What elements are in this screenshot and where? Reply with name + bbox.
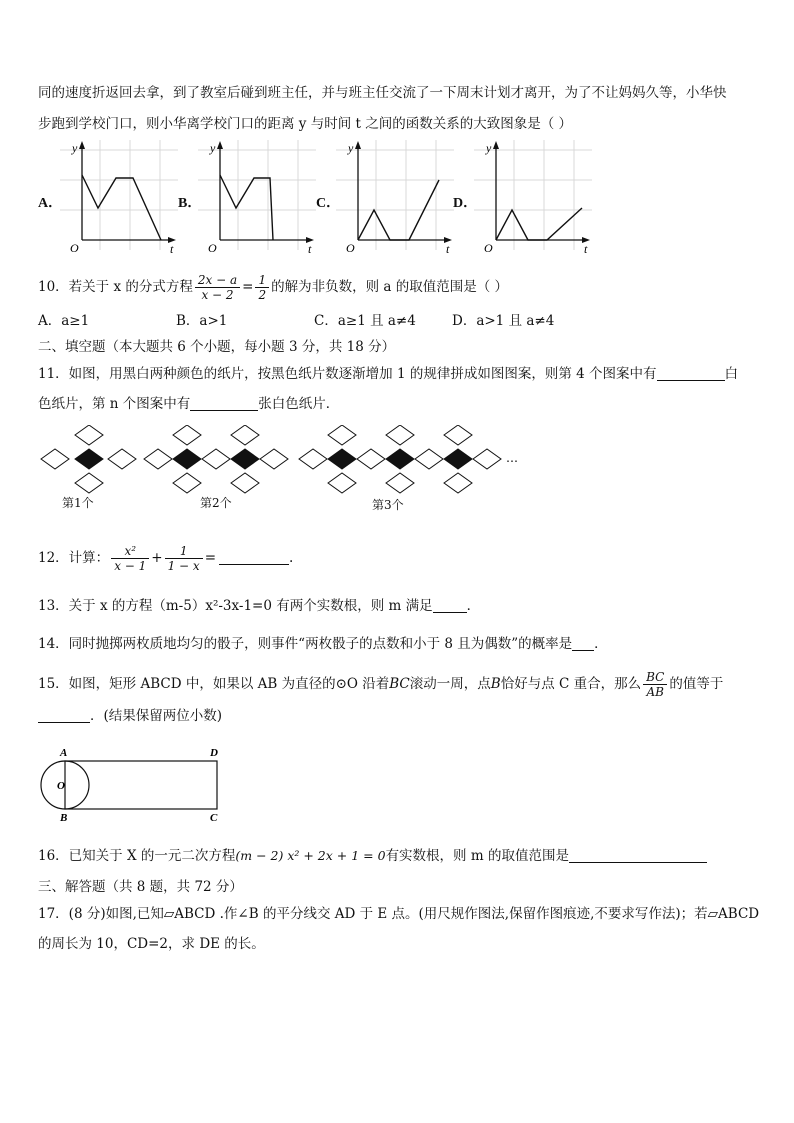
q12-blank (219, 550, 289, 565)
p1-white-top (75, 425, 103, 445)
q13 (38, 596, 480, 616)
q15-line2-post: ．(结果保留两位小数) (90, 708, 223, 724)
q14 (38, 634, 608, 654)
q15-bc: BC (389, 676, 410, 692)
graph-d (474, 140, 592, 258)
q16-blank (569, 848, 707, 863)
graph-a (60, 140, 178, 258)
graph-c-t-label: t (446, 242, 450, 256)
p1-white-bottom (75, 473, 103, 493)
q10-stem-pre: 10．若关于 x 的分式方程 (38, 279, 193, 295)
q11-line2 (38, 394, 339, 414)
graph-c-y-label: y (348, 141, 354, 155)
q9-line1: 同的速度折返回去拿，到了教室后碰到班主任，并与班主任交流了一下周末计划才离开，为了不让妈妈久等，小华快 (38, 85, 727, 101)
caption-pattern-3: 第3个 (372, 498, 404, 512)
p1-white-right (108, 449, 136, 469)
section-3-heading: 三、解答题（共 8 题，共 72 分） (38, 879, 243, 895)
q16-pre: 16．已知关于 X 的一元二次方程 (38, 848, 236, 864)
q12-post: . (289, 550, 294, 566)
q10-stem (38, 273, 508, 302)
graph-d-y-label: y (486, 141, 492, 155)
q13-post: ． (466, 598, 481, 614)
graph-d-origin: O (484, 241, 493, 255)
q10-rhs-denominator: 2 (258, 288, 267, 302)
q16-post: 有实数根，则 m 的取值范围是 (385, 848, 569, 864)
p1-white-left (41, 449, 69, 469)
q15-denominator: AB (646, 685, 664, 699)
q17-line2: 的周长为 10，CD=2，求 DE 的长。 (38, 936, 265, 952)
q11-line1 (38, 364, 738, 384)
q16-equation: (m − 2) x² + 2x + 1 = 0 (235, 848, 386, 863)
label-b: B (60, 812, 68, 824)
label-c: C (210, 812, 218, 824)
q12-f1-numerator: x² (111, 544, 149, 559)
pattern-ellipsis: … (506, 451, 518, 465)
q14-post: ． (594, 636, 608, 652)
q9-option-c-label: C． (316, 196, 341, 211)
q14-pre: 14．同时抛掷两枚质地均匀的骰子，则事件“两枚骰子的点数和小于 8 且为偶数”的概率是 (38, 636, 573, 652)
q10-option-c: C．a≥1 且 a≠4 (314, 313, 416, 329)
q11-line2-pre: 色纸片，第 n 个图案中有 (38, 396, 191, 412)
graph-a-y-label: y (72, 141, 78, 155)
p1-black-center (75, 449, 103, 469)
q10-option-a: A．a≥1 (38, 313, 90, 329)
q12-equals: = (204, 550, 216, 566)
q11-blank-1 (657, 366, 725, 381)
q10-denominator: x − 2 (201, 288, 234, 302)
graph-b (198, 140, 316, 258)
graph-c (336, 140, 454, 258)
q15-line1-pre: 15．如图，矩形 ABCD 中，如果以 AB 为直径的⊙O 沿着 (38, 676, 390, 692)
q15-line2 (38, 706, 222, 726)
q15-line1-mid: 滚动一周，点 (409, 676, 491, 692)
label-a: A (60, 747, 68, 759)
q12-plus: + (151, 550, 163, 566)
q12-f1-denominator: x − 1 (114, 559, 147, 573)
q15-line1 (38, 670, 723, 699)
q11-line1-pre: 11．如图，用黑白两种颜色的纸片，按黑色纸片数逐渐增加 1 的规律拼成如图图案，则第 4 个图案中有 (38, 366, 657, 382)
q15-fraction (643, 670, 667, 699)
graph-b-y-label: y (210, 141, 216, 155)
q10-rhs-numerator: 1 (255, 273, 269, 288)
q12 (38, 544, 293, 573)
q9-option-b-label: B． (178, 196, 202, 211)
label-d: D (210, 747, 218, 759)
q10-option-d: D．a>1 且 a≠4 (452, 313, 555, 329)
q15-line1-post: 的值等于 (669, 676, 724, 692)
q13-pre: 13．关于 x 的方程（m-5）x²-3x-1=0 有两个实数根，则 m 满足 (38, 598, 433, 614)
q15-b: B (490, 676, 501, 692)
q12-fraction-2 (165, 544, 203, 573)
q12-pre: 12．计算： (38, 550, 110, 566)
caption-pattern-2: 第2个 (200, 496, 232, 510)
rectangle-circle-figure (40, 744, 240, 824)
q12-f2-denominator: 1 − x (167, 559, 200, 573)
q11-blank-2 (190, 396, 258, 411)
q11-line2-post: 张白色纸片． (258, 396, 340, 412)
q10-numerator: 2x − a (195, 273, 240, 288)
q10-equals: = (242, 279, 254, 295)
graph-b-t-label: t (308, 242, 312, 256)
q10-option-b: B．a>1 (176, 313, 228, 329)
q9-option-d-label: D． (453, 196, 478, 211)
q12-fraction-1 (111, 544, 149, 573)
q13-blank (433, 598, 467, 613)
q16 (38, 846, 707, 866)
label-o: O (57, 780, 65, 792)
q9-option-a-label: A． (38, 196, 63, 211)
q12-f2-numerator: 1 (165, 544, 203, 559)
caption-pattern-1: 第1个 (62, 496, 94, 510)
graph-a-t-label: t (170, 242, 174, 256)
q9-line2: 步跑到学校门口，则小华离学校门口的距离 y 与时间 t 之间的函数关系的大致图象是（ ） (38, 116, 573, 132)
graph-c-origin: O (346, 241, 355, 255)
q10-fraction (195, 273, 240, 302)
q14-blank (572, 636, 594, 651)
q15-blank (38, 708, 90, 723)
q17-line1: 17．(8 分)如图,已知▱ABCD .作∠B 的平分线交 AD 于 E 点。(用尺规作图法,保留作图痕迹,不要求写作法)；若▱ABCD (38, 906, 760, 922)
graph-b-origin: O (208, 241, 217, 255)
graph-d-t-label: t (584, 242, 588, 256)
section-2-heading: 二、填空题（本大题共 6 个小题，每小题 3 分，共 18 分） (38, 339, 396, 355)
q15-line1-mid2: 恰好与点 C 重合，那么 (500, 676, 642, 692)
q11-line1-post: 白 (724, 366, 739, 382)
q10-stem-post: 的解为非负数，则 a 的取值范围是（ ） (271, 279, 508, 295)
q10-rhs-fraction (255, 273, 269, 302)
tile-pattern-figure (36, 425, 536, 515)
graph-a-origin: O (70, 241, 79, 255)
q15-numerator: BC (643, 670, 667, 685)
